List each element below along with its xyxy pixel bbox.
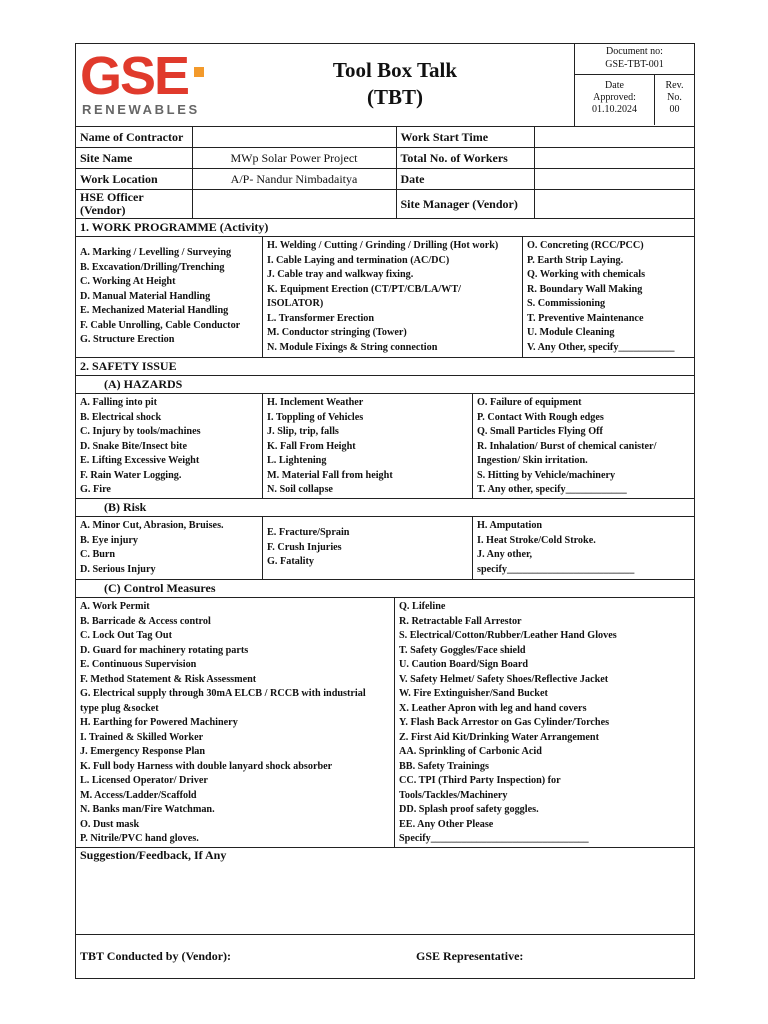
list-item: P. Earth Strip Laying. bbox=[527, 254, 624, 266]
list-item: EE. Any Other Please bbox=[399, 818, 494, 830]
list-item: K. Fall From Height bbox=[267, 440, 356, 452]
location-field[interactable]: A/P- Nandur Nimbadaitya bbox=[192, 169, 396, 190]
list-item: D. Guard for machinery rotating parts bbox=[80, 644, 249, 656]
date-field[interactable] bbox=[534, 169, 694, 190]
list-item: K. Full body Harness with double lanyard shock absorber bbox=[80, 760, 333, 772]
list-item: N. Module Fixings & String connection bbox=[267, 341, 438, 353]
list-item: B. Eye injury bbox=[80, 534, 139, 546]
list-item: AA. Sprinkling of Carbonic Acid bbox=[399, 746, 542, 757]
list-item: E. Lifting Excessive Weight bbox=[80, 455, 200, 466]
list-item: T. Any other, specify____________ bbox=[477, 484, 627, 495]
wp-col-1 bbox=[76, 237, 262, 357]
location-label: Work Location bbox=[76, 169, 192, 190]
list-item: M. Access/Ladder/Scaffold bbox=[80, 789, 197, 801]
list-item: B. Electrical shock bbox=[80, 411, 162, 423]
list-item: O. Failure of equipment bbox=[477, 397, 582, 408]
list-item: F. Method Statement & Risk Assessment bbox=[80, 673, 257, 685]
info-table bbox=[76, 127, 694, 219]
revision-cell bbox=[655, 75, 694, 125]
list-item: B. Excavation/Drilling/Trenching bbox=[80, 261, 225, 273]
wp-col-2 bbox=[262, 237, 522, 357]
site-field[interactable]: MWp Solar Power Project bbox=[192, 148, 396, 169]
rev-label-1: Rev. bbox=[665, 80, 684, 91]
list-item: O. Dust mask bbox=[80, 818, 140, 830]
title-line-1: Tool Box Talk bbox=[332, 58, 458, 82]
list-item: T. Preventive Maintenance bbox=[527, 312, 644, 324]
form-header bbox=[76, 44, 694, 127]
list-item: Q. Lifeline bbox=[399, 601, 446, 612]
list-item: C. Working At Height bbox=[80, 276, 176, 287]
hazards-grid bbox=[76, 394, 694, 499]
list-item: I. Cable Laying and termination (AC/DC) bbox=[267, 254, 450, 266]
list-item: U. Caution Board/Sign Board bbox=[399, 659, 529, 670]
gse-representative-label: GSE Representative: bbox=[416, 949, 524, 963]
date-label-2: Approved: bbox=[593, 92, 636, 103]
list-item: R. Boundary Wall Making bbox=[527, 283, 643, 295]
list-item: W. Fire Extinguisher/Sand Bucket bbox=[399, 688, 548, 699]
work-programme-grid bbox=[76, 237, 694, 358]
list-item: A. Marking / Levelling / Surveying bbox=[80, 247, 232, 258]
list-item: specify_________________________ bbox=[477, 563, 635, 575]
list-item: I. Trained & Skilled Worker bbox=[80, 731, 204, 743]
document-number-cell bbox=[575, 44, 694, 75]
risk-col-1 bbox=[76, 517, 262, 579]
list-item: A. Work Permit bbox=[80, 601, 150, 612]
list-item: E. Continuous Supervision bbox=[80, 659, 197, 670]
page-title bbox=[216, 44, 574, 126]
list-item: J. Emergency Response Plan bbox=[80, 746, 206, 757]
list-item: C. Burn bbox=[80, 549, 116, 560]
list-item: I. Toppling of Vehicles bbox=[267, 411, 364, 423]
list-item: L. Transformer Erection bbox=[267, 312, 375, 324]
control-measures-grid bbox=[76, 598, 694, 848]
list-item: BB. Safety Trainings bbox=[399, 760, 489, 772]
list-item: S. Hitting by Vehicle/machinery bbox=[477, 469, 616, 481]
site-manager-label: Site Manager (Vendor) bbox=[396, 190, 534, 219]
list-item: F. Cable Unrolling, Cable Conductor bbox=[80, 319, 241, 331]
list-item: G. Fatality bbox=[267, 556, 314, 567]
list-item: Z. First Aid Kit/Drinking Water Arrangement bbox=[399, 731, 599, 743]
risk-col-2 bbox=[262, 517, 472, 579]
workers-field[interactable] bbox=[534, 148, 694, 169]
list-item: M. Material Fall from height bbox=[267, 469, 393, 481]
list-item: Q. Working with chemicals bbox=[527, 269, 646, 280]
control-col-2 bbox=[394, 598, 694, 847]
wp-col-3 bbox=[522, 237, 694, 357]
doc-no-value: GSE-TBT-001 bbox=[605, 59, 664, 70]
safety-issue-heading: 2. SAFETY ISSUE bbox=[76, 358, 694, 376]
list-item: G. Fire bbox=[80, 484, 111, 495]
list-item: M. Conductor stringing (Tower) bbox=[267, 327, 407, 338]
tbt-conducted-label: TBT Conducted by (Vendor): bbox=[80, 949, 232, 963]
workers-label: Total No. of Workers bbox=[396, 148, 534, 169]
risk-heading: (B) Risk bbox=[76, 499, 694, 517]
list-item: L. Lightening bbox=[267, 455, 327, 466]
control-measures-heading: (C) Control Measures bbox=[76, 580, 694, 598]
list-item: S. Electrical/Cotton/Rubber/Leather Hand Gloves bbox=[399, 630, 617, 641]
feedback-label: Suggestion/Feedback, If Any bbox=[80, 848, 227, 862]
list-item: G. Electrical supply through 30mA ELCB / RCCB with industrial bbox=[80, 688, 366, 699]
list-item: P. Nitrile/PVC hand gloves. bbox=[80, 833, 199, 844]
list-item: J. Any other, bbox=[477, 549, 533, 560]
list-item: J. Slip, trip, falls bbox=[267, 426, 339, 437]
rev-label-2: No. bbox=[667, 92, 682, 103]
list-item: L. Licensed Operator/ Driver bbox=[80, 775, 208, 786]
work-start-label: Work Start Time bbox=[396, 127, 534, 148]
list-item: V. Any Other, specify___________ bbox=[527, 341, 675, 353]
feedback-section[interactable] bbox=[76, 848, 694, 935]
list-item: ISOLATOR) bbox=[267, 298, 324, 309]
date-label: Date bbox=[396, 169, 534, 190]
site-label: Site Name bbox=[76, 148, 192, 169]
list-item: N. Soil collapse bbox=[267, 484, 333, 495]
list-item: U. Module Cleaning bbox=[527, 327, 615, 338]
list-item: Ingestion/ Skin irritation. bbox=[477, 455, 588, 466]
list-item: C. Injury by tools/machines bbox=[80, 426, 201, 437]
title-line-2: (TBT) bbox=[366, 85, 423, 109]
list-item: R. Inhalation/ Burst of chemical canister/ bbox=[477, 440, 657, 452]
hse-officer-label bbox=[76, 190, 192, 219]
list-item: E. Mechanized Material Handling bbox=[80, 305, 229, 316]
date-label-1: Date bbox=[605, 80, 624, 91]
list-item: J. Cable tray and walkway fixing. bbox=[267, 269, 414, 280]
risk-grid bbox=[76, 517, 694, 580]
list-item: Specify_______________________________ bbox=[399, 833, 589, 844]
work-start-field[interactable] bbox=[534, 127, 694, 148]
list-item: O. Concreting (RCC/PCC) bbox=[527, 240, 644, 251]
hse-officer-field[interactable] bbox=[192, 190, 396, 219]
list-item: I. Heat Stroke/Cold Stroke. bbox=[477, 534, 596, 546]
list-item: D. Manual Material Handling bbox=[80, 290, 211, 302]
list-item: K. Equipment Erection (CT/PT/CB/LA/WT/ bbox=[267, 283, 461, 295]
signature-footer bbox=[76, 935, 694, 978]
control-col-1 bbox=[76, 598, 394, 847]
list-item: Q. Small Particles Flying Off bbox=[477, 426, 603, 437]
doc-no-label: Document no: bbox=[606, 46, 663, 57]
logo-main: GSE bbox=[80, 46, 189, 106]
contractor-field[interactable] bbox=[192, 127, 396, 148]
list-item: D. Serious Injury bbox=[80, 563, 156, 575]
list-item: DD. Splash proof safety goggles. bbox=[399, 804, 539, 815]
gse-logo bbox=[76, 44, 216, 126]
list-item: H. Welding / Cutting / Grinding / Drilling (Hot work) bbox=[267, 240, 499, 251]
list-item: N. Banks man/Fire Watchman. bbox=[80, 804, 215, 815]
hazards-col-3 bbox=[472, 394, 694, 498]
list-item: S. Commissioning bbox=[527, 298, 606, 309]
list-item: Tools/Tackles/Machinery bbox=[399, 789, 508, 801]
hse-label-1: HSE Officer bbox=[80, 190, 144, 204]
logo-square-icon bbox=[194, 67, 204, 77]
list-item: F. Crush Injuries bbox=[267, 541, 342, 553]
list-item: A. Minor Cut, Abrasion, Bruises. bbox=[80, 520, 224, 531]
list-item: R. Retractable Fall Arrestor bbox=[399, 615, 522, 627]
list-item: V. Safety Helmet/ Safety Shoes/Reflective Jacket bbox=[399, 673, 609, 685]
tbt-form bbox=[75, 43, 695, 979]
list-item: D. Snake Bite/Insect bite bbox=[80, 440, 187, 452]
hazards-heading: (A) HAZARDS bbox=[76, 376, 694, 394]
hse-label-2: (Vendor) bbox=[80, 203, 126, 217]
list-item: T. Safety Goggles/Face shield bbox=[399, 644, 526, 656]
date-approved-cell bbox=[575, 75, 655, 125]
list-item: H. Earthing for Powered Machinery bbox=[80, 717, 238, 728]
risk-col-3 bbox=[472, 517, 694, 579]
list-item: CC. TPI (Third Party Inspection) for bbox=[399, 775, 561, 786]
rev-value: 00 bbox=[669, 104, 680, 115]
list-item: A. Falling into pit bbox=[80, 397, 157, 408]
work-programme-heading: 1. WORK PROGRAMME (Activity) bbox=[76, 219, 694, 237]
contractor-label: Name of Contractor bbox=[76, 127, 192, 148]
list-item: F. Rain Water Logging. bbox=[80, 469, 182, 481]
list-item: H. Amputation bbox=[477, 520, 543, 531]
list-item: type plug &socket bbox=[80, 702, 159, 714]
list-item: G. Structure Erection bbox=[80, 334, 175, 345]
hazards-col-2 bbox=[262, 394, 472, 498]
list-item: C. Lock Out Tag Out bbox=[80, 630, 172, 641]
list-item: B. Barricade & Access control bbox=[80, 615, 211, 627]
site-manager-field[interactable] bbox=[534, 190, 694, 219]
list-item: X. Leather Apron with leg and hand covers bbox=[399, 702, 587, 714]
list-item: E. Fracture/Sprain bbox=[267, 527, 350, 538]
list-item: H. Inclement Weather bbox=[267, 397, 364, 408]
list-item: Y. Flash Back Arrestor on Gas Cylinder/Torches bbox=[399, 717, 610, 728]
list-item: P. Contact With Rough edges bbox=[477, 411, 604, 423]
date-value: 01.10.2024 bbox=[592, 104, 637, 115]
logo-sub: RENEWABLES bbox=[82, 102, 200, 117]
hazards-col-1 bbox=[76, 394, 262, 498]
document-meta bbox=[574, 44, 694, 126]
